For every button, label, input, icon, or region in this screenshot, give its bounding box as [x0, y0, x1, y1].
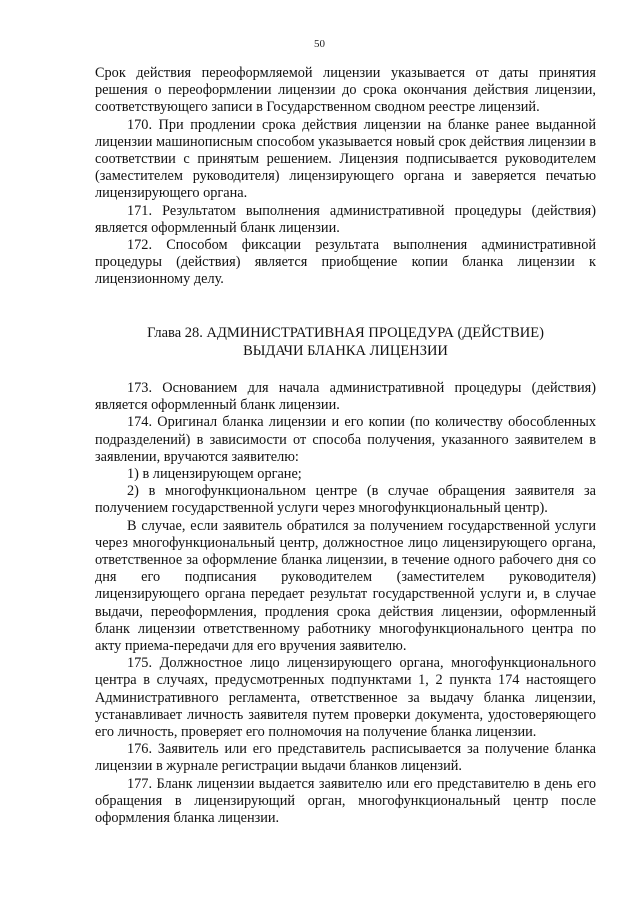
- chapter-title-line1: Глава 28. АДМИНИСТРАТИВНАЯ ПРОЦЕДУРА (ДЕЙСТВИЕ): [147, 325, 544, 341]
- paragraph: Срок действия переоформляемой лицензии указывается от даты принятия решения о переоформлении лицензии до срока окончания действия лицензии, соответствующего записи в Государственном сводном реестре лицензий.: [95, 65, 596, 116]
- page-number: 50: [314, 38, 325, 50]
- paragraph-mfc-case: В случае, если заявитель обратился за получением государственной услуги через многофункциональный центр, должностное лицо лицензирующего органа, ответственное за оформление бланка лицензии, в течение одного рабочего дня со дня его подписания руководителем (заместителем руководителя) лицензирующего органа передает результат государственной услуги и, в случае выдачи, переоформления, продления срока действия лицензии, оформленный бланк лицензии ответственному работнику многофункционального центра по акту приема-передачи для его вручения заявителю.: [95, 517, 596, 655]
- text-block-bottom: [95, 380, 596, 827]
- text-block-top: [95, 65, 596, 289]
- list-item-2: 2) в многофункциональном центре (в случае обращения заявителя за получением государственной услуги через многофункциональный центр).: [95, 483, 596, 517]
- paragraph-175: 175. Должностное лицо лицензирующего органа, многофункционального центра в случаях, предусмотренных подпунктами 1, 2 пункта 174 настоящего Административного регламента, ответственное за выдачу бланка лицензии, устанавливает личность заявителя путем проверки документа, удостоверяющего его личность, проверяет его полномочия на получение бланка лицензии.: [95, 655, 596, 741]
- paragraph-176: 176. Заявитель или его представитель расписывается за получение бланка лицензии в журнале регистрации выдачи бланков лицензий.: [95, 741, 596, 775]
- list-item-1: 1) в лицензирующем органе;: [127, 466, 302, 483]
- paragraph-172: 172. Способом фиксации результата выполнения административной процедуры (действия) является приобщение копии бланка лицензии к лицензионному делу.: [95, 237, 596, 288]
- paragraph-173: 173. Основанием для начала административной процедуры (действия) является оформленный бланк лицензии.: [95, 380, 596, 414]
- paragraph-174: 174. Оригинал бланка лицензии и его копии (по количеству обособленных подразделений) в зависимости от способа получения, указанного заявителем в заявлении, вручаются заявителю:: [95, 414, 596, 465]
- paragraph-171: 171. Результатом выполнения административной процедуры (действия) является оформленный бланк лицензии.: [95, 202, 596, 236]
- chapter-title-line2: ВЫДАЧИ БЛАНКА ЛИЦЕНЗИИ: [243, 343, 448, 359]
- paragraph-177: 177. Бланк лицензии выдается заявителю или его представителю в день его обращения в лицензирующий орган, многофункциональный центр после оформления бланка лицензии.: [95, 775, 596, 827]
- paragraph-170: 170. При продлении срока действия лицензии на бланке ранее выданной лицензии машинописным способом указывается новый срок действия лицензии в соответствии с принятым решением. Лицензия подписывается руководителем (заместителем руководителя) лицензирующего органа и заверяется печатью лицензирующего органа.: [95, 116, 596, 202]
- chapter-heading: [95, 324, 596, 360]
